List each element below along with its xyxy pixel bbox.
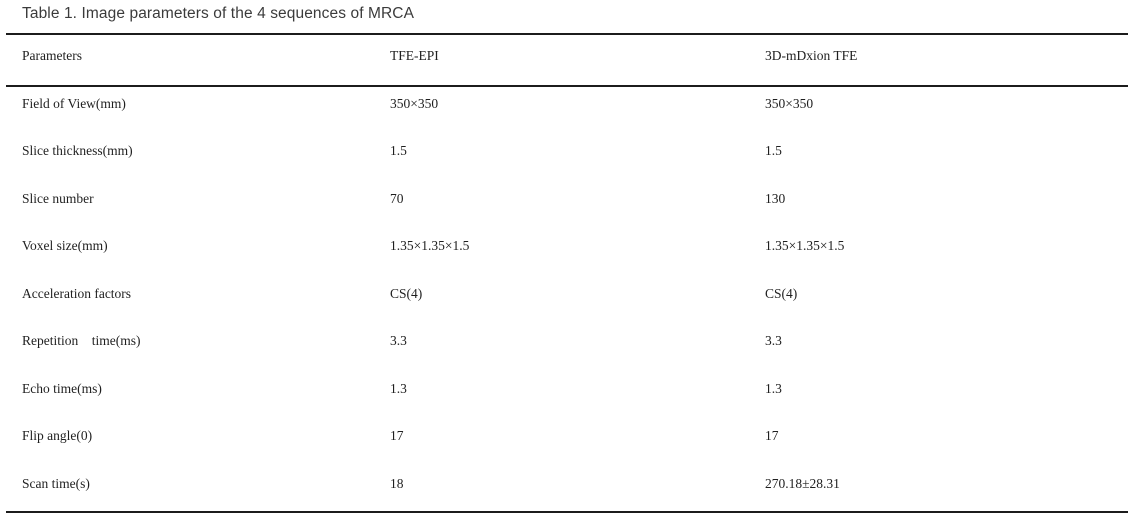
table-caption: Table 1. Image parameters of the 4 sequences of MRCA xyxy=(22,5,415,22)
table-row xyxy=(0,237,1146,255)
mdxion-tfe-value: 3.3 xyxy=(765,333,782,348)
parameter-label: Field of View(mm) xyxy=(22,96,126,111)
table-bottom-rule xyxy=(6,511,1128,513)
column-header-parameters: Parameters xyxy=(22,48,82,63)
tfe-epi-value: 17 xyxy=(390,428,404,443)
table-row xyxy=(0,427,1146,445)
tfe-epi-value: 3.3 xyxy=(390,333,407,348)
table-row xyxy=(0,95,1146,113)
column-header-3d-mdxion-tfe: 3D-mDxion TFE xyxy=(765,48,858,63)
table-top-rule xyxy=(6,33,1128,35)
tfe-epi-value: 350×350 xyxy=(390,96,439,111)
parameter-label: Acceleration factors xyxy=(22,286,132,301)
table-header-rule xyxy=(6,85,1128,87)
parameter-label: Flip angle(0) xyxy=(22,428,93,443)
parameter-label: Slice thickness(mm) xyxy=(22,143,133,158)
mdxion-tfe-value: CS(4) xyxy=(765,286,798,301)
table-row xyxy=(0,380,1146,398)
mdxion-tfe-value: 270.18±28.31 xyxy=(765,476,840,491)
mdxion-tfe-value: 350×350 xyxy=(765,96,814,111)
table-row xyxy=(0,475,1146,493)
tfe-epi-value: 1.5 xyxy=(390,143,407,158)
tfe-epi-value: CS(4) xyxy=(390,286,423,301)
mdxion-tfe-value: 1.5 xyxy=(765,143,782,158)
tfe-epi-value: 1.35×1.35×1.5 xyxy=(390,238,470,253)
mdxion-tfe-value: 17 xyxy=(765,428,779,443)
tfe-epi-value: 70 xyxy=(390,191,404,206)
column-header-tfe-epi: TFE-EPI xyxy=(390,48,439,63)
table-row xyxy=(0,332,1146,350)
tfe-epi-value: 18 xyxy=(390,476,404,491)
mdxion-tfe-value: 1.35×1.35×1.5 xyxy=(765,238,845,253)
parameter-label: Scan time(s) xyxy=(22,476,90,491)
tfe-epi-value: 1.3 xyxy=(390,381,407,396)
mdxion-tfe-value: 130 xyxy=(765,191,786,206)
parameter-label: Voxel size(mm) xyxy=(22,238,108,253)
table-row xyxy=(0,285,1146,303)
parameter-label: Echo time(ms) xyxy=(22,381,102,396)
mdxion-tfe-value: 1.3 xyxy=(765,381,782,396)
table-row xyxy=(0,190,1146,208)
table-row xyxy=(0,142,1146,160)
parameter-label: Repetition time(ms) xyxy=(22,333,141,348)
parameter-label: Slice number xyxy=(22,191,94,206)
